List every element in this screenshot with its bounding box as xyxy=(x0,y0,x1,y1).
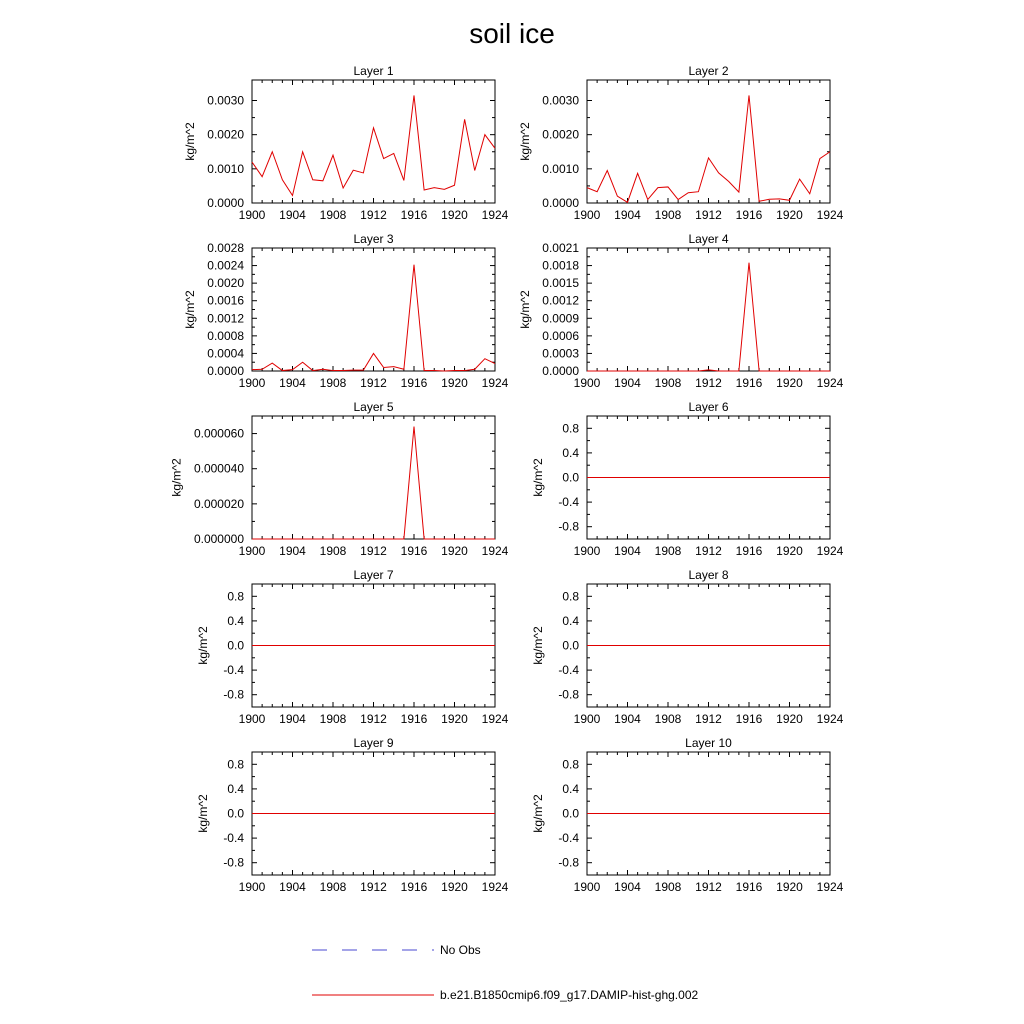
y-tick-label: 0.0015 xyxy=(542,276,579,291)
y-tick-label: 0.4 xyxy=(562,613,579,628)
x-tick-label: 1904 xyxy=(614,208,641,222)
x-tick-label: 1912 xyxy=(360,712,387,726)
y-tick-label: 0.0008 xyxy=(207,328,244,343)
x-tick-label: 1916 xyxy=(400,376,428,390)
y-tick-label: 0.0028 xyxy=(207,241,244,255)
x-tick-label: 1908 xyxy=(654,544,682,558)
x-tick-label: 1908 xyxy=(654,208,682,222)
x-tick-label: 1912 xyxy=(360,880,387,894)
panel-title: Layer 5 xyxy=(353,400,394,414)
x-tick-label: 1900 xyxy=(238,544,266,558)
x-tick-label: 1900 xyxy=(573,544,601,558)
x-tick-label: 1908 xyxy=(654,376,682,390)
x-tick-label: 1920 xyxy=(776,712,803,726)
x-tick-label: 1924 xyxy=(481,376,509,390)
x-tick-label: 1916 xyxy=(400,208,428,222)
y-tick-label: -0.8 xyxy=(558,519,579,534)
y-tick-label: -0.4 xyxy=(558,831,579,846)
panel-title: Layer 9 xyxy=(353,736,394,750)
x-tick-label: 1912 xyxy=(360,544,387,558)
panel-title: Layer 3 xyxy=(353,232,394,246)
legend xyxy=(312,943,698,1002)
y-tick-label: 0.0000 xyxy=(542,364,579,378)
y-tick-label: 0.0000 xyxy=(207,196,244,210)
x-tick-label: 1912 xyxy=(695,208,722,222)
x-tick-label: 1924 xyxy=(481,208,509,222)
x-tick-label: 1900 xyxy=(573,880,601,894)
y-axis-label: kg/m^2 xyxy=(169,458,184,497)
y-tick-label: 0.8 xyxy=(562,757,579,772)
panel-layer-5 xyxy=(169,400,508,558)
x-tick-label: 1916 xyxy=(735,880,763,894)
x-tick-label: 1924 xyxy=(481,880,509,894)
x-tick-label: 1900 xyxy=(238,376,266,390)
x-tick-label: 1924 xyxy=(816,376,844,390)
panel-title: Layer 4 xyxy=(688,232,729,246)
y-tick-label: 0.0020 xyxy=(207,276,244,291)
main-title: soil ice xyxy=(469,18,555,49)
x-tick-label: 1908 xyxy=(319,712,347,726)
panel-title: Layer 1 xyxy=(353,64,394,78)
y-tick-label: 0.8 xyxy=(562,421,579,436)
x-tick-label: 1904 xyxy=(614,712,641,726)
plot-frame xyxy=(587,80,830,203)
x-tick-label: 1912 xyxy=(695,544,722,558)
y-tick-label: 0.0004 xyxy=(207,346,244,361)
x-tick-label: 1920 xyxy=(441,880,468,894)
x-tick-label: 1900 xyxy=(573,208,601,222)
y-tick-label: 0.0012 xyxy=(207,311,244,326)
x-tick-label: 1916 xyxy=(400,712,428,726)
panel-layer-6 xyxy=(531,400,843,558)
y-axis-label: kg/m^2 xyxy=(517,290,532,329)
panel-layer-4 xyxy=(518,232,844,390)
y-tick-label: -0.8 xyxy=(223,687,244,702)
x-tick-label: 1924 xyxy=(816,208,844,222)
panel-layer-9 xyxy=(196,736,508,894)
x-tick-label: 1900 xyxy=(238,208,266,222)
panel-title: Layer 10 xyxy=(685,736,732,750)
legend-label: b.e21.B1850cmip6.f09_g17.DAMIP-hist-ghg.002 xyxy=(440,988,699,1002)
x-tick-label: 1924 xyxy=(481,544,509,558)
x-tick-label: 1920 xyxy=(441,376,468,390)
x-tick-label: 1908 xyxy=(319,208,347,222)
x-tick-label: 1920 xyxy=(776,376,803,390)
y-tick-label: 0.0020 xyxy=(207,127,244,142)
y-axis-label: kg/m^2 xyxy=(196,626,211,665)
y-tick-label: 0.4 xyxy=(562,445,579,460)
x-tick-label: 1908 xyxy=(319,880,347,894)
series-line xyxy=(587,95,830,202)
y-tick-label: 0.000040 xyxy=(193,461,244,476)
y-tick-label: 0.000060 xyxy=(193,426,244,441)
y-tick-label: 0.4 xyxy=(227,613,244,628)
y-tick-label: 0.0018 xyxy=(542,258,579,273)
series-line xyxy=(252,95,495,195)
x-tick-label: 1904 xyxy=(279,712,306,726)
y-tick-label: 0.0010 xyxy=(542,161,579,176)
x-tick-label: 1920 xyxy=(776,208,803,222)
x-tick-label: 1920 xyxy=(441,712,468,726)
y-axis-label: kg/m^2 xyxy=(531,458,546,497)
x-tick-label: 1912 xyxy=(360,376,387,390)
y-tick-label: 0.0006 xyxy=(542,328,579,343)
x-tick-label: 1900 xyxy=(238,880,266,894)
panel-layer-1 xyxy=(183,64,509,222)
y-axis-label: kg/m^2 xyxy=(182,122,197,161)
x-tick-label: 1920 xyxy=(776,544,803,558)
y-tick-label: -0.8 xyxy=(558,687,579,702)
panel-layer-10 xyxy=(531,736,843,894)
series-line xyxy=(587,263,830,371)
y-axis-label: kg/m^2 xyxy=(182,290,197,329)
y-tick-label: 0.0000 xyxy=(542,196,579,210)
panel-title: Layer 8 xyxy=(688,568,729,582)
y-axis-label: kg/m^2 xyxy=(517,122,532,161)
x-tick-label: 1912 xyxy=(695,880,722,894)
y-tick-label: 0.0 xyxy=(227,638,244,653)
x-tick-label: 1916 xyxy=(400,544,428,558)
y-tick-label: 0.000000 xyxy=(193,532,244,546)
x-tick-label: 1924 xyxy=(481,712,509,726)
y-tick-label: -0.8 xyxy=(558,855,579,870)
panel-layer-3 xyxy=(183,232,509,390)
y-tick-label: 0.0 xyxy=(562,806,579,821)
y-tick-label: 0.4 xyxy=(227,781,244,796)
x-tick-label: 1920 xyxy=(441,208,468,222)
y-axis-label: kg/m^2 xyxy=(196,794,211,833)
y-axis-label: kg/m^2 xyxy=(531,626,546,665)
y-tick-label: 0.0 xyxy=(562,638,579,653)
x-tick-label: 1912 xyxy=(695,712,722,726)
x-tick-label: 1916 xyxy=(735,712,763,726)
series-line xyxy=(252,427,495,539)
x-tick-label: 1908 xyxy=(654,712,682,726)
y-tick-label: 0.0000 xyxy=(207,364,244,378)
y-tick-label: -0.4 xyxy=(558,663,579,678)
legend-label: No Obs xyxy=(440,943,481,957)
panel-title: Layer 2 xyxy=(688,64,729,78)
x-tick-label: 1924 xyxy=(816,544,844,558)
x-tick-label: 1920 xyxy=(441,544,468,558)
x-tick-label: 1904 xyxy=(614,544,641,558)
plot-frame xyxy=(252,416,495,539)
y-tick-label: 0.4 xyxy=(562,781,579,796)
x-tick-label: 1916 xyxy=(735,208,763,222)
panel-layer-2 xyxy=(518,64,844,222)
y-tick-label: -0.4 xyxy=(223,663,244,678)
x-tick-label: 1908 xyxy=(319,376,347,390)
series-line xyxy=(252,265,495,371)
x-tick-label: 1908 xyxy=(654,880,682,894)
y-tick-label: -0.8 xyxy=(223,855,244,870)
x-tick-label: 1912 xyxy=(695,376,722,390)
x-tick-label: 1904 xyxy=(279,208,306,222)
x-tick-label: 1900 xyxy=(573,376,601,390)
y-tick-label: 0.0030 xyxy=(207,93,244,108)
x-tick-label: 1924 xyxy=(816,712,844,726)
y-tick-label: 0.0030 xyxy=(542,93,579,108)
plot-frame xyxy=(252,80,495,203)
x-tick-label: 1916 xyxy=(735,544,763,558)
y-tick-label: 0.0021 xyxy=(542,241,579,255)
y-tick-label: 0.0 xyxy=(227,806,244,821)
y-tick-label: 0.0012 xyxy=(542,293,579,308)
x-tick-label: 1904 xyxy=(614,376,641,390)
plot-frame xyxy=(252,248,495,371)
plot-frame xyxy=(587,248,830,371)
y-tick-label: 0.0020 xyxy=(542,127,579,142)
y-axis-label: kg/m^2 xyxy=(531,794,546,833)
y-tick-label: 0.8 xyxy=(227,589,244,604)
x-tick-label: 1904 xyxy=(279,880,306,894)
panel-title: Layer 6 xyxy=(688,400,729,414)
x-tick-label: 1900 xyxy=(573,712,601,726)
x-tick-label: 1912 xyxy=(360,208,387,222)
y-tick-label: 0.0016 xyxy=(207,293,244,308)
panel-layer-7 xyxy=(196,568,508,726)
x-tick-label: 1916 xyxy=(735,376,763,390)
y-tick-label: -0.4 xyxy=(558,495,579,510)
x-tick-label: 1916 xyxy=(400,880,428,894)
y-tick-label: 0.8 xyxy=(562,589,579,604)
x-tick-label: 1920 xyxy=(776,880,803,894)
x-tick-label: 1908 xyxy=(319,544,347,558)
y-tick-label: 0.8 xyxy=(227,757,244,772)
x-tick-label: 1904 xyxy=(614,880,641,894)
y-tick-label: 0.0003 xyxy=(542,346,579,361)
y-tick-label: 0.0009 xyxy=(542,311,579,326)
panels xyxy=(169,64,843,894)
x-tick-label: 1904 xyxy=(279,376,306,390)
panel-layer-8 xyxy=(531,568,843,726)
y-tick-label: 0.0010 xyxy=(207,161,244,176)
panel-title: Layer 7 xyxy=(353,568,394,582)
x-tick-label: 1924 xyxy=(816,880,844,894)
y-tick-label: 0.000020 xyxy=(193,496,244,511)
y-tick-label: -0.4 xyxy=(223,831,244,846)
x-tick-label: 1900 xyxy=(238,712,266,726)
y-tick-label: 0.0 xyxy=(562,470,579,485)
x-tick-label: 1904 xyxy=(279,544,306,558)
y-tick-label: 0.0024 xyxy=(207,258,244,273)
